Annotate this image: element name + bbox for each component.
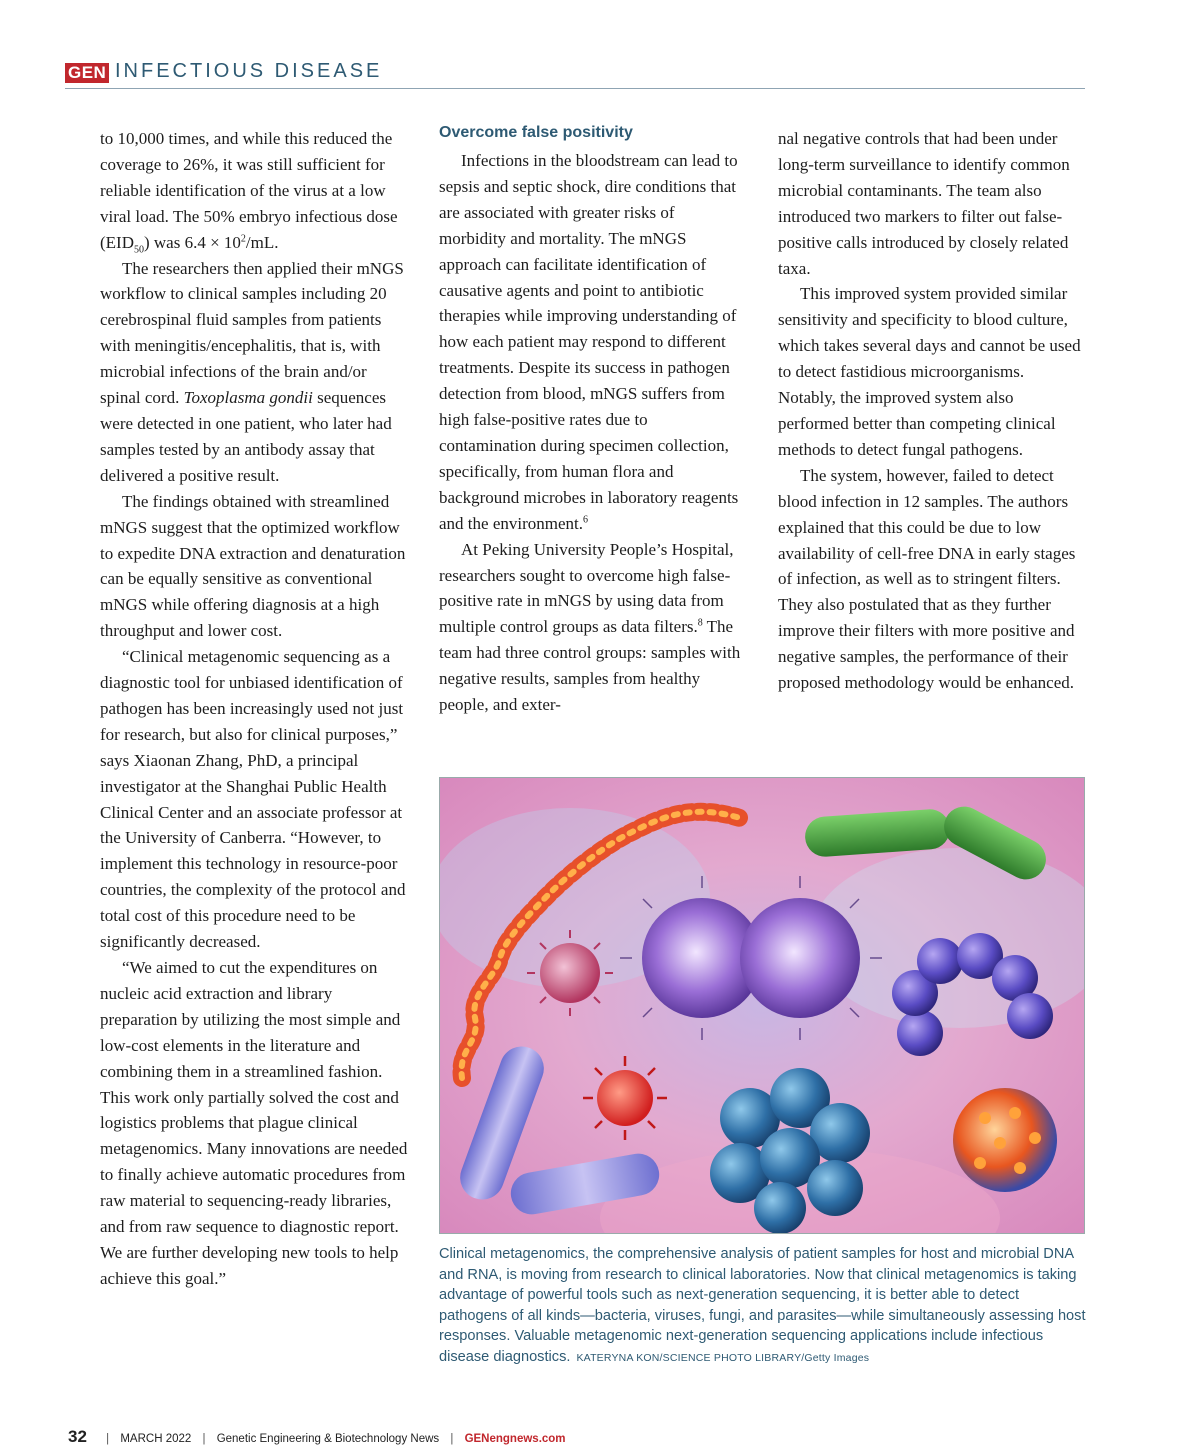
paragraph: At Peking University People’s Hospital, researchers sought to overcome high false-positive rate in mNGS by using data from multiple control groups as data filters.$^8$ The team had three control groups: samples with negative results, samples from healthy people, and exter- <box>439 539 741 715</box>
paragraph: to 10,000 times, and while this reduced the coverage to 26%, it was still sufficient for reliable identification of the virus at a low viral load. The 50% embryo infectious dose $(EID_{50})$ was $6.4 \times 10^2/mL$. <box>100 129 398 256</box>
gen-logo: GEN <box>65 63 109 83</box>
paragraph: nal negative controls that had been under long-term surveillance to identify common microbial contaminants. The team also introduced two markers to filter out false-positive calls introduced by closely related taxa. <box>778 129 1070 278</box>
microbes-illustration <box>439 777 1085 1234</box>
paragraph: The findings obtained with streamlined mNGS suggest that the optimized workflow to expedite DNA extraction and denaturation can be equally sensitive as conventional mNGS while offering diagnosis at a high throughput and lower cost. <box>100 491 406 641</box>
photo-credit: KATERYNA KON/SCIENCE PHOTO LIBRARY/Getty Images <box>576 1351 870 1364</box>
column-3 <box>778 126 1083 696</box>
page-header <box>65 60 1085 89</box>
website-link[interactable]: GENengnews.com <box>464 1433 566 1445</box>
page-footer <box>68 1427 566 1447</box>
subheading: Overcome false positivity <box>439 124 633 141</box>
paragraph: The system, however, failed to detect blood infection in 12 samples. The authors explained that this could be due to low availability of cell-free DNA in early stages of infection, as well as to stringent filters. They also postulated that as they further improve their filters with more positive and negative samples, the performance of their proposed methodology would be enhanced. <box>778 465 1076 693</box>
figure-caption <box>439 1244 1089 1368</box>
publication-name: Genetic Engineering & Biotechnology News <box>216 1433 440 1445</box>
orange-virus-particle <box>953 1088 1057 1192</box>
paragraph: “Clinical metagenomic sequencing as a diagnostic tool for unbiased identification of pathogen has been increasingly used not just for research, but also for clinical purposes,” says Xiaonan Zhang, PhD, a principal investigator at the Shanghai Public Health Clinical Center and an associate professor at the University of Canberra. “However, to implement this technology in resource-poor countries, the complexity of the protocol and total cost of this procedure need to be significantly decreased. <box>100 647 406 952</box>
paragraph: Infections in the bloodstream can lead to sepsis and septic shock, dire conditions that are associated with greater risks of morbidity and mortality. The mNGS approach can facilitate identification of causative agents and point to antibiotic therapies while improving understanding of how each patient may respond to different treatments. Despite its success in pathogen detection from blood, mNGS suffers from high false-positive rates due to contamination during specimen collection, specifically, from human flora and background microbes in laboratory reagents and the environment.$^6$ <box>439 151 739 533</box>
column-2 <box>439 122 744 718</box>
paragraph: This improved system provided similar sensitivity and specificity to blood culture, which takes several days and cannot be used to detect fastidious microorganisms. Notably, the improved system also performed better than competing clinical methods to detect fungal pathogens. <box>778 284 1081 459</box>
divider: | <box>450 1433 454 1445</box>
divider: | <box>202 1433 206 1445</box>
paragraph: The researchers then applied their mNGS workflow to clinical samples including 20 cerebrospinal fluid samples from patients with meningitis/encephalitis, that is, with microbial infections of the brain and/or spinal cord. Toxoplasma gondii sequences were detected in one patient, who later had samples tested by an antibody assay that delivered a positive result. <box>100 258 404 485</box>
page-number: 32 <box>68 1427 87 1446</box>
caption-text: Clinical metagenomics, the comprehensive analysis of patient samples for host and microbial DNA and RNA, is moving from research to clinical laboratories. Now that clinical metagenomics is taking advantage of powerful tools such as next-generation sequencing, it is better able to detect pathogens of all kinds—bacteria, viruses, fungi, and parasites—while simultaneously assessing host responses. Valuable metagenomic next-generation sequencing applications include infectious disease diagnostics. <box>439 1246 1086 1365</box>
section-title: INFECTIOUS DISEASE <box>115 60 383 82</box>
paragraph: “We aimed to cut the expenditures on nucleic acid extraction and library preparation by utilizing the most simple and low-cost elements in the literature and combining them in a streamlined fashion. This work only partially solved the cost and logistics problems that plague clinical metagenomics. Many innovations are needed to finally achieve automatic procedures from raw material to sequencing-ready libraries, and from raw sequence to diagnostic report. We are further developing new tools to help achieve this goal.” <box>100 958 408 1288</box>
column-1 <box>100 126 410 1292</box>
issue-date: MARCH 2022 <box>120 1433 192 1445</box>
divider: | <box>106 1433 110 1445</box>
